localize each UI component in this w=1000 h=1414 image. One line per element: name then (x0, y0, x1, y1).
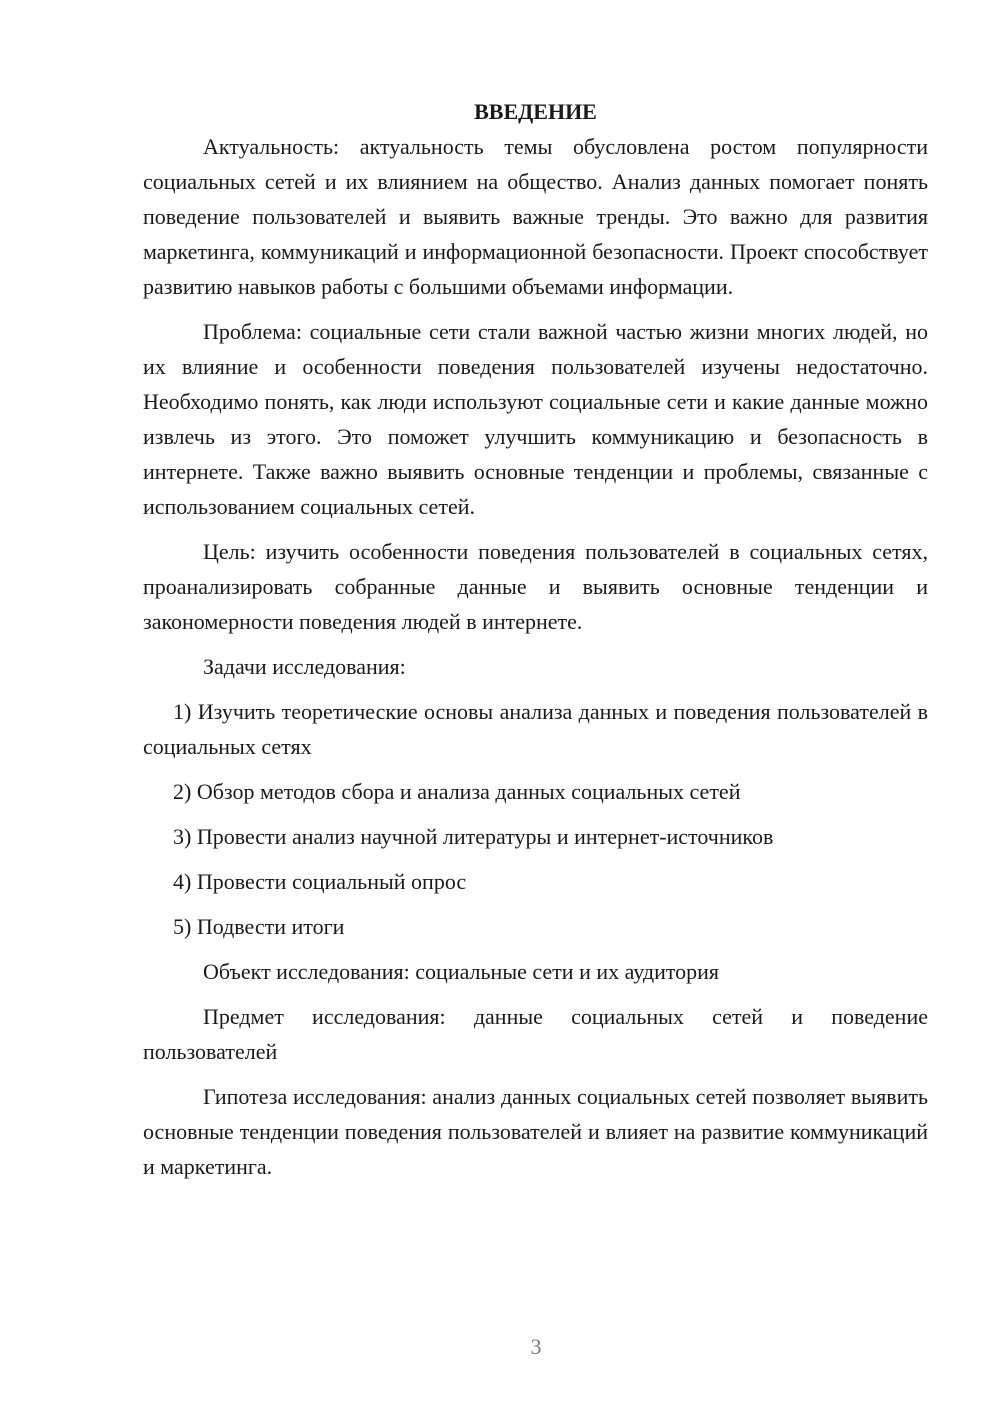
object-paragraph: Объект исследования: социальные сети и их аудитория (203, 959, 720, 984)
page-number: 3 (530, 1334, 542, 1359)
task-item-3: 3) Провести анализ научной литературы и интернет-источников (173, 824, 774, 849)
tasks-heading: Задачи исследования: (203, 654, 406, 679)
hypothesis-paragraph: Гипотеза исследования: анализ данных социальных сетей позволяет выявить основные тенденции поведения пользователей и влияет на развитие коммуникаций и маркетинга. (143, 1084, 928, 1179)
task-item-4: 4) Провести социальный опрос (173, 869, 467, 894)
relevance-paragraph: Актуальность: актуальность темы обусловлена ростом популярности социальных сетей и их влиянием на общество. Анализ данных помогает понять поведение пользователей и выявить важные тренды. Это важно для развития маркетинга, коммуникаций и информационной безопасности. Проект способствует развитию навыков работы с большими объемами информации. (143, 134, 928, 299)
goal-paragraph: Цель: изучить особенности поведения пользователей в социальных сетях, проанализировать собранные данные и выявить основные тенденции и закономерности поведения людей в интернете. (143, 539, 928, 634)
task-item-2: 2) Обзор методов сбора и анализа данных социальных сетей (173, 779, 741, 804)
section-heading: ВВЕДЕНИЕ (474, 99, 597, 124)
task-item-5: 5) Подвести итоги (173, 914, 345, 939)
subject-paragraph: Предмет исследования: данные социальных сетей и поведение пользователей (143, 1004, 928, 1064)
tasks-list (143, 694, 928, 944)
page-content (143, 94, 928, 1184)
task-item-1: 1) Изучить теоретические основы анализа данных и поведения пользователей в социальных сетях (143, 699, 928, 759)
problem-paragraph: Проблема: социальные сети стали важной частью жизни многих людей, но их влияние и особенности поведения пользователей изучены недостаточно. Необходимо понять, как люди используют социальные сети и какие данные можно извлечь из этого. Это поможет улучшить коммуникацию и безопасность в интернете. Также важно выявить основные тенденции и проблемы, связанные с использованием социальных сетей. (143, 319, 928, 519)
